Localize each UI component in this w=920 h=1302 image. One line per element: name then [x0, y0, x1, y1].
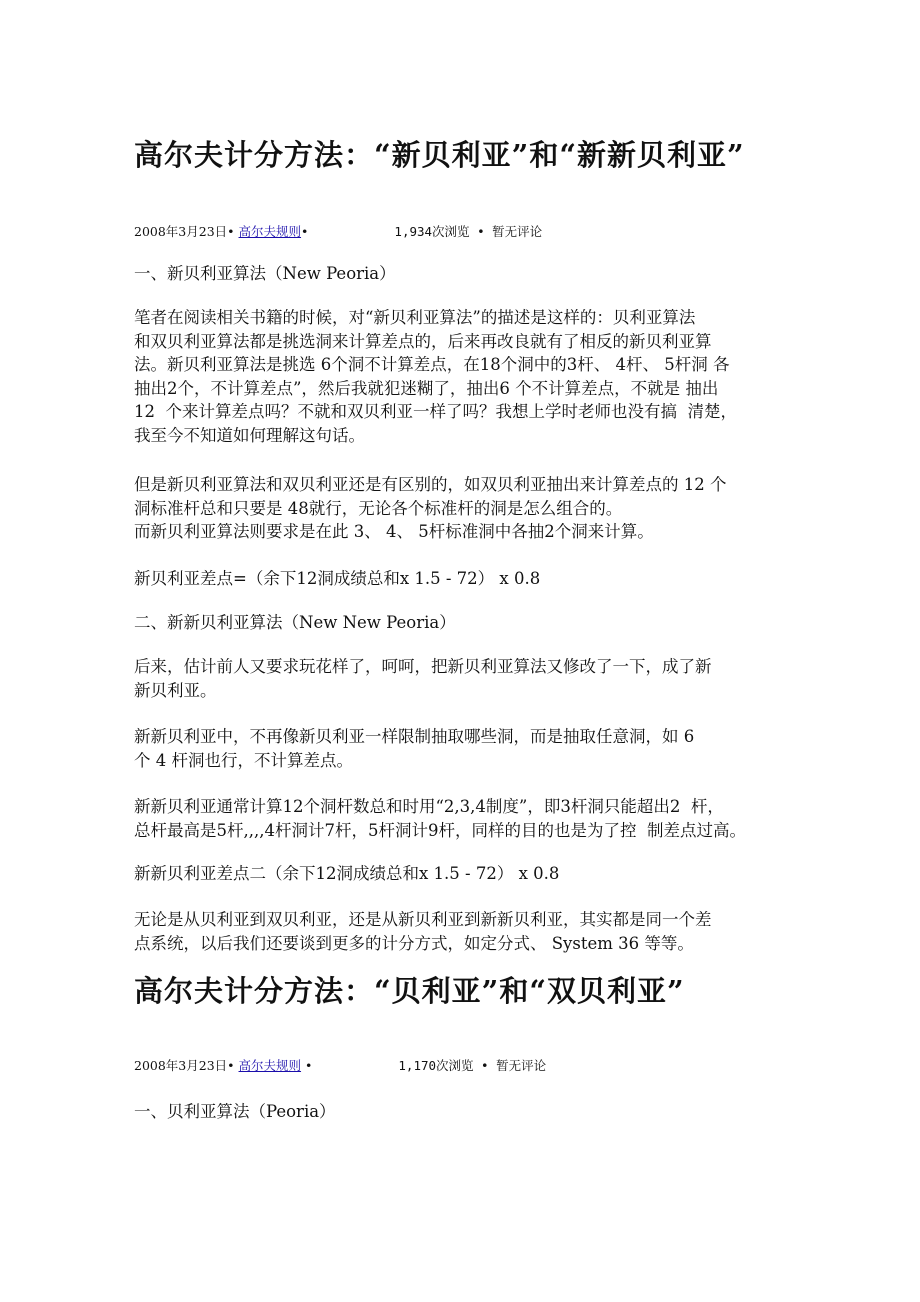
article-title: 高尔夫计分方法：“贝利亚”和“双贝利亚” [134, 974, 685, 1008]
text-line: 洞标准杆总和只要是 48就行，无论各个标准杆的洞是怎么组合的。 [134, 498, 623, 518]
meta-separator: • [301, 1058, 313, 1073]
paragraph [134, 908, 712, 955]
text-line: 个 4 杆洞也行，不计算差点。 [134, 750, 353, 770]
article-meta [134, 222, 542, 240]
text-line: 新新贝利亚差点二（余下12洞成绩总和x 1.5 - 72） x 0.8 [134, 864, 560, 883]
text-line: 笔者在阅读相关书籍的时候，对“新贝利亚算法”的描述是这样的：贝利亚算法 [134, 308, 696, 327]
paragraph [134, 262, 396, 286]
text-line: 总杆最高是5杆,,,,4杆洞计7杆，5杆洞计9杆，同样的目的也是为了控 制差点过高。 [134, 820, 746, 840]
article-title: 高尔夫计分方法：“新贝利亚”和“新新贝利亚” [134, 138, 745, 172]
meta-separator: • [301, 224, 309, 239]
view-count: 1,934次浏览 • 暂无评论 [394, 224, 543, 239]
category-link[interactable]: 高尔夫规则 [238, 1058, 302, 1073]
text-line: 二、新新贝利亚算法（New New Peoria） [134, 613, 456, 632]
paragraph [134, 725, 694, 772]
text-line: 抽出2个，不计算差点”，然后我就犯迷糊了，抽出6 个不计算差点，不就是 抽出 [134, 378, 719, 398]
text-line: 12 个来计算差点吗？不就和双贝利亚一样了吗？我想上学时老师也没有搞 清楚， [134, 402, 737, 421]
paragraph [134, 567, 540, 591]
text-line: 后来，估计前人又要求玩花样了，呵呵，把新贝利亚算法又修改了一下，成了新 [134, 657, 712, 676]
text-line: 法。新贝利亚算法是挑选 6个洞不计算差点，在18个洞中的3杆、 4杆、 5杆洞 各 [134, 355, 730, 374]
text-line: 新新贝利亚通常计算12个洞杆数总和时用“2,3,4制度”，即3杆洞只能超出2 杆， [134, 797, 724, 816]
text-line: 一、贝利亚算法（Peoria） [134, 1102, 336, 1121]
text-line: 新新贝利亚中，不再像新贝利亚一样限制抽取哪些洞，而是抽取任意洞，如 6 [134, 727, 695, 746]
text-line: 我至今不知道如何理解这句话。 [134, 425, 365, 445]
paragraph [134, 1100, 336, 1124]
text-line: 新贝利亚差点=（余下12洞成绩总和x 1.5 - 72） x 0.8 [134, 569, 541, 588]
text-line: 和双贝利亚算法都是挑选洞来计算差点的，后来再改良就有了相反的新贝利亚算 [134, 331, 712, 351]
post-date: 2008年3月23日• [134, 224, 235, 239]
category-link[interactable]: 高尔夫规则 [238, 224, 302, 239]
paragraph [134, 862, 559, 886]
paragraph [134, 655, 712, 702]
paragraph [134, 795, 746, 842]
article-meta [134, 1056, 546, 1074]
text-line: 点系统，以后我们还要谈到更多的计分方式，如定分式、 System 36 等等。 [134, 933, 694, 953]
text-line: 但是新贝利亚算法和双贝利亚还是有区别的，如双贝利亚抽出来计算差点的 12 个 [134, 475, 727, 494]
paragraph [134, 306, 737, 447]
paragraph [134, 611, 456, 635]
view-count: 1,170次浏览 • 暂无评论 [398, 1058, 547, 1073]
text-line: 而新贝利亚算法则要求是在此 3、 4、 5杆标准洞中各抽2个洞来计算。 [134, 522, 654, 541]
text-line: 无论是从贝利亚到双贝利亚，还是从新贝利亚到新新贝利亚，其实都是同一个差 [134, 910, 712, 929]
paragraph [134, 473, 727, 544]
post-date: 2008年3月23日• [134, 1058, 235, 1073]
text-line: 一、新贝利亚算法（New Peoria） [134, 264, 396, 283]
text-line: 新贝利亚。 [134, 680, 217, 700]
